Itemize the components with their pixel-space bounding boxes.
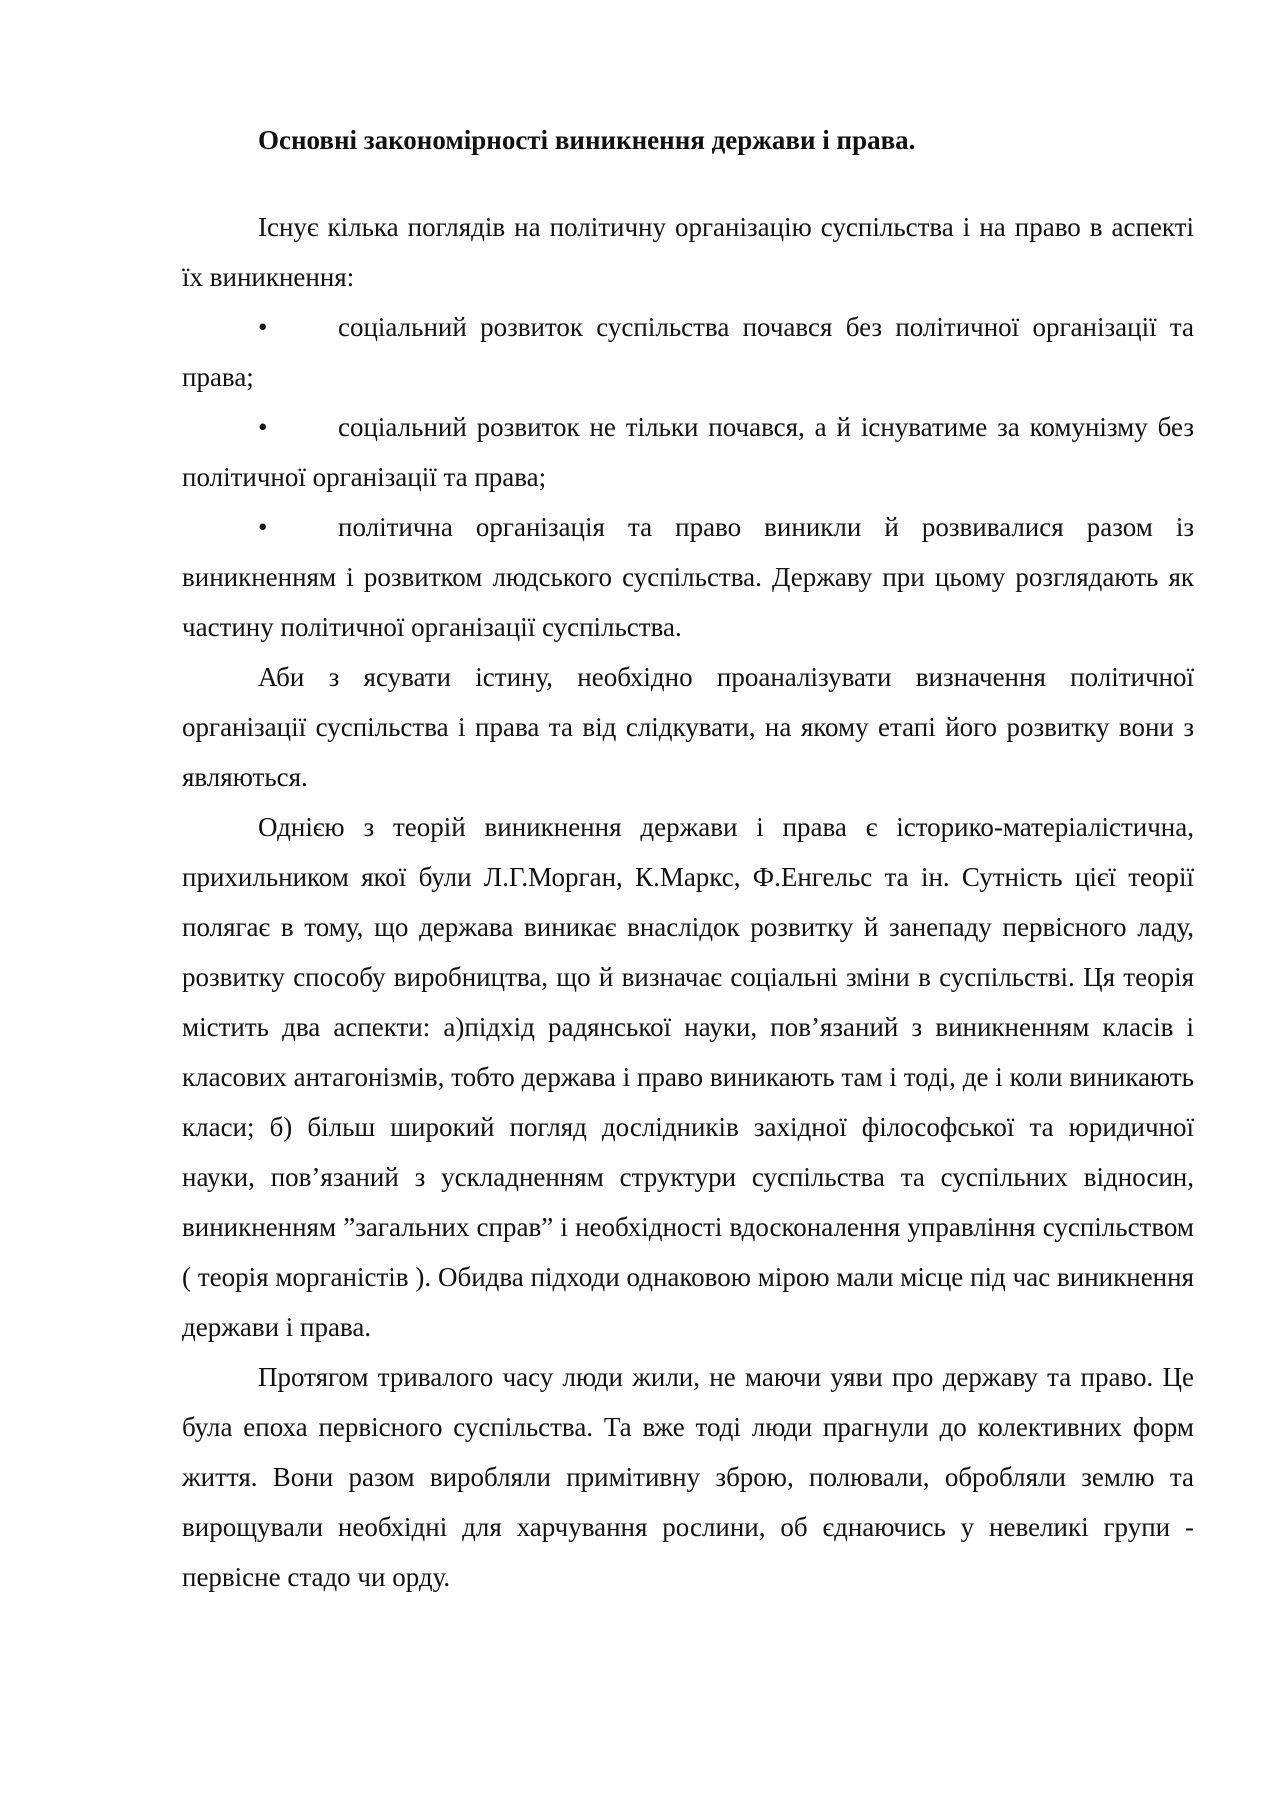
bullet-item-3	[182, 502, 1194, 652]
bullet-icon: •	[258, 312, 268, 342]
body-paragraph-3: Протягом тривалого часу люди жили, не маючи уяви про державу та право. Це була епоха первісного суспільства. Та вже тоді люди прагнули до колективних форм життя. Вони разом виробляли примітивну зброю, полювали, обробляли землю та вирощували необхідні для харчування рослини, об єднаючись у невеликі групи - первісне стадо чи орду.	[182, 1362, 1194, 1592]
document-page	[182, 118, 1194, 1602]
bullet-text: політична організація та право виникли й розвивалися разом із виникненням і розвитком людського суспільства. Державу при цьому розглядають як частину політичної організації суспільства.	[182, 512, 1194, 642]
bullet-text: соціальний розвиток суспільства почався без політичної організації та права;	[182, 312, 1194, 392]
bullet-item-2	[182, 402, 1194, 502]
intro-paragraph: Існує кілька поглядів на політичну організацію суспільства і на право в аспекті їх виникнення:	[182, 212, 1194, 292]
bullet-item-1	[182, 302, 1194, 402]
bullet-text: соціальний розвиток не тільки почався, а й існуватиме за комунізму без політичної організації та права;	[182, 412, 1194, 492]
bullet-icon: •	[258, 512, 268, 542]
bullet-icon: •	[258, 412, 268, 442]
document-title: Основні закономірності виникнення держави і права.	[258, 125, 916, 155]
body-paragraph-1: Аби з ясувати істину, необхідно проаналізувати визначення політичної організації суспільства і права та від слідкувати, на якому етапі його розвитку вони з являються.	[182, 662, 1194, 792]
body-paragraph-2: Однією з теорій виникнення держави і права є історико-матеріалістична, прихильником якої були Л.Г.Морган, К.Маркс, Ф.Енгельс та ін. Сутність цієї теорії полягає в тому, що держава виникає внаслідок розвитку й занепаду первісного ладу, розвитку способу виробництва, що й визначає соціальні зміни в суспільстві. Ця теорія містить два аспекти: а)підхід радянської науки, пов’язаний з виникненням класів і класових антагонізмів, тобто держава і право виникають там і тоді, де і коли виникають класи; б) більш широкий погляд дослідників західної філософської та юридичної науки, пов’язаний з ускладненням структури суспільства та суспільних відносин, виникненням ”загальних справ” і необхідності вдосконалення управління суспільством ( теорія морганістів ). Обидва підходи однаковою мірою мали місце під час виникнення держави і права.	[182, 812, 1194, 1342]
